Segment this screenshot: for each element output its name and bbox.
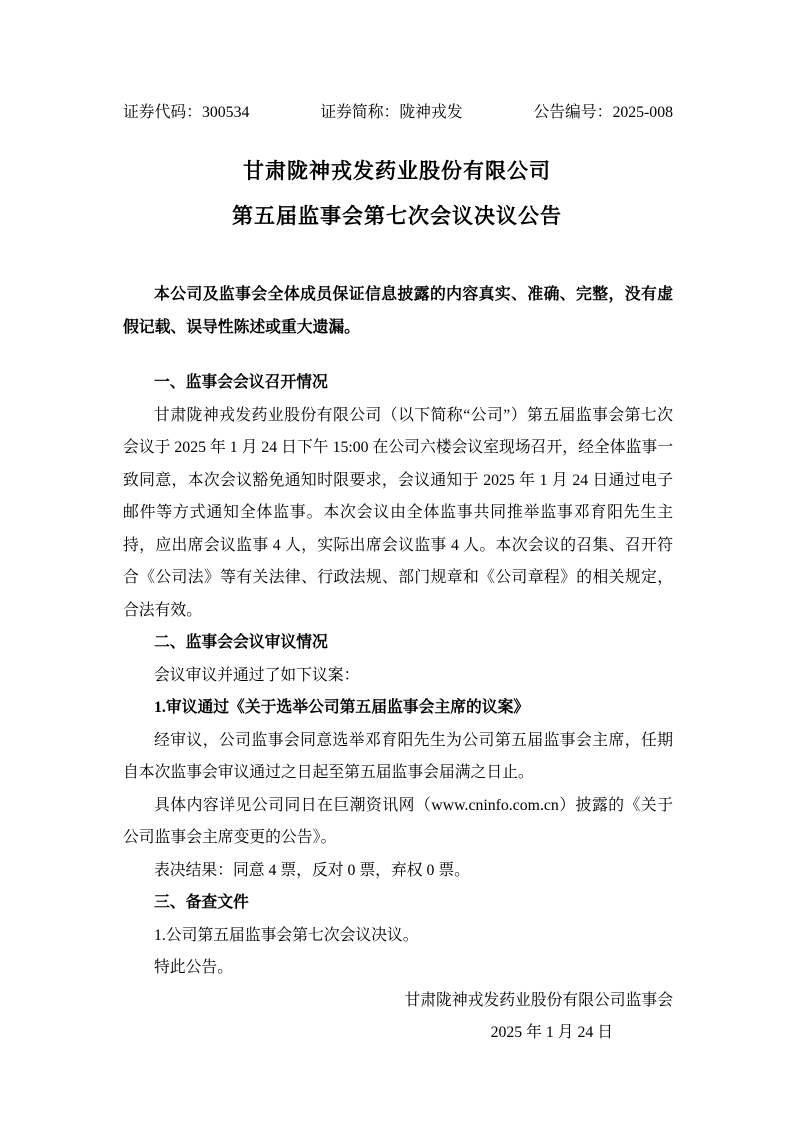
section1-heading: 一、监事会会议召开情况: [154, 374, 328, 391]
proposal1-heading: 1.审议通过《关于选举公司第五届监事会主席的议案》: [154, 699, 530, 716]
document-title-line2: 第五届监事会第七次会议决议公告: [232, 204, 562, 228]
proposal1-paragraph2: 具体内容详见公司同日在巨潮资讯网（www.cninfo.com.cn）披露的《关于公司监事会主席变更的公告》。: [123, 796, 673, 846]
disclaimer-statement: 本公司及监事会全体成员保证信息披露的内容真实、准确、完整，没有虚假记载、误导性陈述或重大遗漏。: [123, 286, 673, 336]
section2-intro: 会议审议并通过了如下议案：: [154, 666, 360, 684]
closing-statement: 特此公告。: [154, 959, 233, 976]
signature-company: 甘肃陇神戎发药业股份有限公司监事会: [404, 991, 673, 1009]
vote-result: 表决结果：同意 4 票，反对 0 票，弃权 0 票。: [154, 861, 470, 879]
document-body: [123, 367, 673, 1050]
document-title-line1: 甘肃陇神戎发药业股份有限公司: [243, 159, 551, 183]
section3-item1: 1.公司第五届监事会第七次会议决议。: [154, 926, 419, 944]
section2-heading: 二、监事会会议审议情况: [154, 634, 328, 651]
section1-paragraph: 甘肃陇神戎发药业股份有限公司（以下简称“公司”）第五届监事会第七次会议于 2025 年 1 月 24 日下午 15:00 在公司六楼会议室现场召开，经全体监事一致同意，本次会议豁免通知时限要求，会议通知于 2025 年 1 月 24 日通过电子邮件等方式通知全体监事。本次会议由全体监事共同推举监事邓育阳先生主持，应出席会议监事 4 人，实际出席会议监事 4 人。本次会议的召集、召开符合《公司法》等有关法律、行政法规、部门规章和《公司章程》的相关规定，合法有效。: [123, 406, 673, 619]
announcement-number: 公告编号：2025-008: [533, 104, 673, 121]
document-title: [0, 149, 794, 239]
stock-short-name: 证券简称：陇神戎发: [320, 104, 463, 121]
signature-date: 2025 年 1 月 24 日: [490, 1024, 613, 1041]
stock-code: 证券代码：300534: [123, 104, 250, 121]
section3-heading: 三、备查文件: [154, 894, 249, 911]
document-header-row: [123, 103, 673, 123]
proposal1-paragraph1: 经审议，公司监事会同意选举邓育阳先生为公司第五届监事会主席，任期自本次监事会审议通过之日起至第五届监事会届满之日止。: [123, 731, 673, 781]
